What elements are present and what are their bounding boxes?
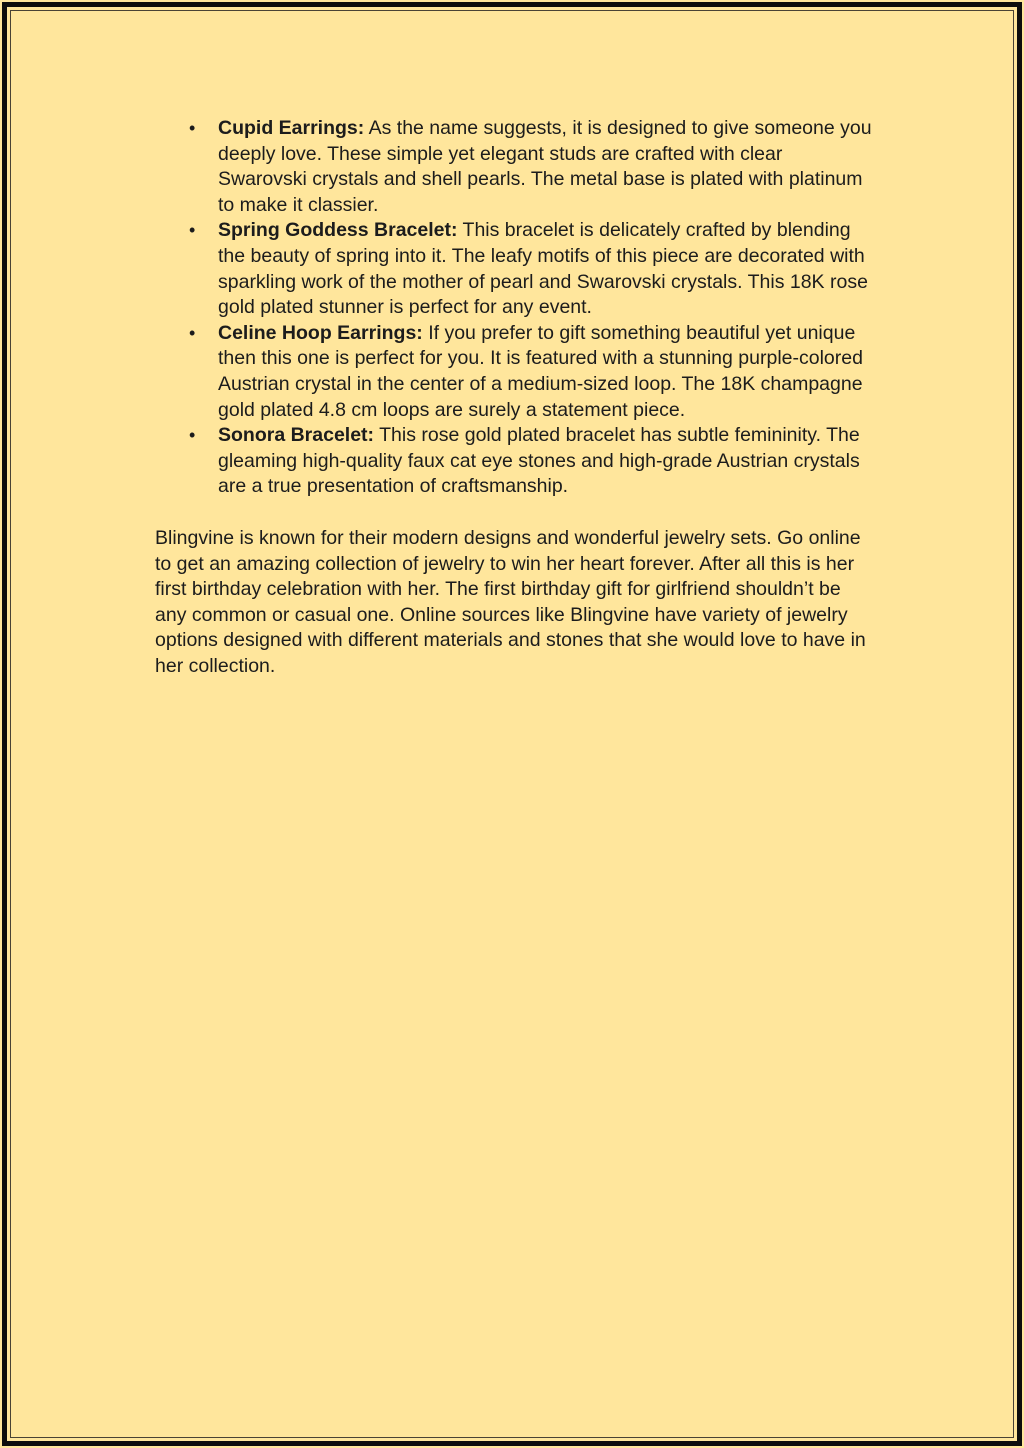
- bullet-item-text: As the name suggests, it is designed to give someone you deeply love. These simple yet elegant studs are crafted with clear Swarovski crystals and shell pearls. The metal base is plated with platinum to make it classier.: [218, 117, 872, 216]
- bullet-item-text: This bracelet is delicately crafted by blending the beauty of spring into it. The leafy motifs of this piece are decorated with sparkling work of the mother of pearl and Swarovski crystals. This 18K rose gold plated stunner is perfect for any event.: [218, 219, 868, 319]
- bullet-item-title: Sonora Bracelet:: [218, 424, 375, 447]
- bullet-item-text: If you prefer to gift something beautiful yet unique then this one is perfect for you. It is featured with a stunning purple-colored Austrian crystal in the center of a medium-sized loop. The 18K champagne gold plated 4.8 cm loops are surely a statement piece.: [218, 321, 863, 421]
- list-item-cupid-earrings: [218, 116, 875, 218]
- slide-content: [155, 116, 877, 679]
- bullet-list: [155, 116, 877, 500]
- closing-paragraph: Blingvine is known for their modern designs and wonderful jewelry sets. Go online to get an amazing collection of jewelry to win her heart forever. After all this is her first birthday celebration with her. The first birthday gift for girlfriend shouldn’t be any common or casual one. Online sources like Blingvine have variety of jewelry options designed with different materials and stones that she would love to have in her collection.: [155, 526, 866, 677]
- list-item-celine-hoop-earrings: [218, 321, 875, 423]
- list-item-spring-goddess-bracelet: [218, 218, 875, 320]
- bullet-item-title: Spring Goddess Bracelet:: [218, 219, 458, 242]
- list-item-sonora-bracelet: [218, 423, 875, 500]
- bullet-item-title: Celine Hoop Earrings:: [218, 321, 423, 344]
- bullet-item-text: This rose gold plated bracelet has subtle femininity. The gleaming high-quality faux cat eye stones and high-grade Austrian crystals are a true presentation of craftsmanship.: [218, 424, 860, 498]
- bullet-item-title: Cupid Earrings:: [218, 117, 365, 139]
